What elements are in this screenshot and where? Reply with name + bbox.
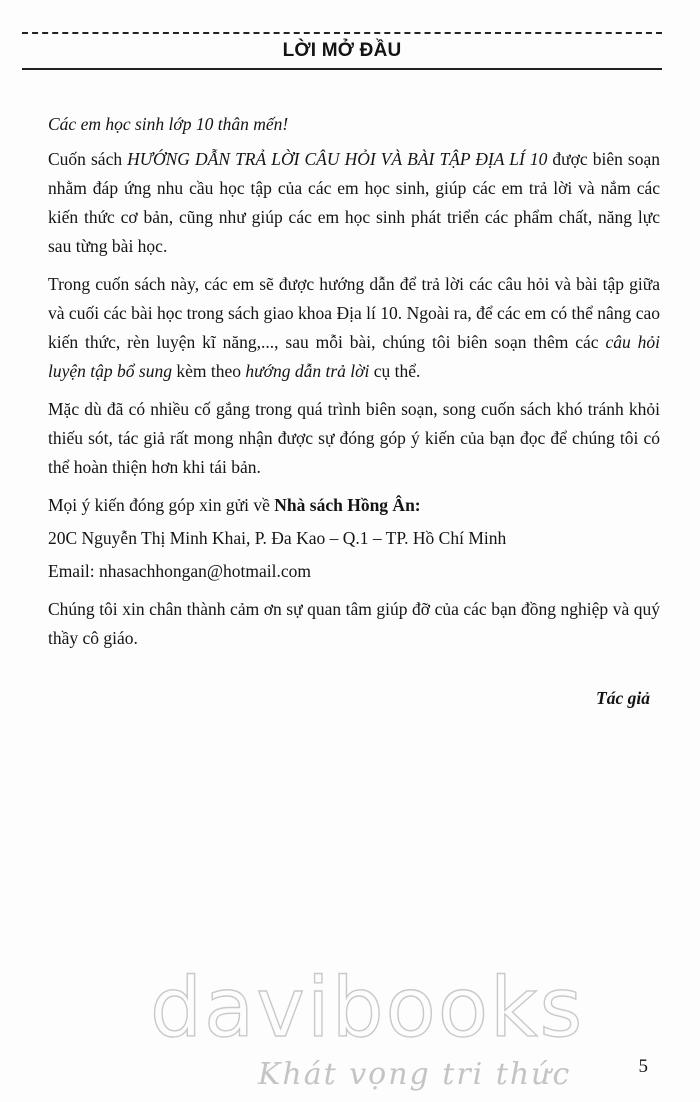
publisher-name: Nhà sách Hồng Ân: — [274, 495, 421, 515]
author-signature: Tác giả — [596, 688, 650, 708]
answer-guide-phrase: hướng dẫn trả lời — [245, 361, 370, 381]
document-body — [48, 110, 660, 662]
contact-line — [48, 491, 660, 520]
contact-lead: Mọi ý kiến đóng góp xin gửi về — [48, 495, 275, 515]
page-title: LỜI MỞ ĐẦU — [282, 40, 402, 61]
paragraph-intro-lead: Cuốn sách — [48, 149, 128, 169]
paragraph-content-lead: Trong cuốn sách này, các em sẽ được hướng dẫn để trả lời các câu hỏi và bài tập giữa và cuối các bài học trong sách giao khoa Địa lí 10. Ngoài ra, để các em có thể nâng cao kiến thức, rèn luyện kĩ năng,..., sau mỗi bài, chúng tôi biên soạn thêm các — [48, 274, 660, 352]
address-line: 20C Nguyễn Thị Minh Khai, P. Đa Kao – Q.1 – TP. Hồ Chí Minh — [48, 528, 507, 548]
paragraph-content-mid: kèm theo — [171, 361, 246, 381]
watermark-tagline: Khát vọng tri thức — [258, 1057, 572, 1092]
paragraph-intro — [48, 145, 660, 261]
header-solid-rule — [22, 68, 662, 70]
page-number: 5 — [638, 1056, 648, 1077]
watermark-logo: davibooks — [150, 961, 585, 1056]
book-title: HƯỚNG DẪN TRẢ LỜI CÂU HỎI VÀ BÀI TẬP ĐỊA LÍ 10 — [127, 149, 548, 169]
paragraph-thanks: Chúng tôi xin chân thành cảm ơn sự quan tâm giúp đỡ của các bạn đồng nghiệp và quý thầy cô giáo. — [48, 599, 660, 648]
paragraph-feedback: Mặc dù đã có nhiều cố gắng trong quá trình biên soạn, song cuốn sách khó tránh khỏi thiếu sót, tác giả rất mong nhận được sự đóng góp ý kiến của bạn đọc để chúng tôi có thể hoàn thiện hơn khi tái bản. — [48, 399, 660, 477]
header-dashed-rule — [22, 32, 662, 34]
supplementary-questions-phrase: câu hỏi luyện tập bổ sung — [48, 332, 660, 381]
paragraph-intro-rest: được biên soạn nhằm đáp ứng nhu cầu học tập của các em học sinh, giúp các em trả lời và nắm các kiến thức cơ bản, cũng như giúp các em học sinh phát triển các phẩm chất, năng lực sau từng bài học. — [48, 149, 660, 256]
paragraph-content-end: cụ thể. — [369, 361, 421, 381]
email-line: Email: nhasachhongan@hotmail.com — [48, 561, 311, 581]
paragraph-content — [48, 270, 660, 386]
greeting-line: Các em học sinh lớp 10 thân mến! — [48, 114, 289, 134]
